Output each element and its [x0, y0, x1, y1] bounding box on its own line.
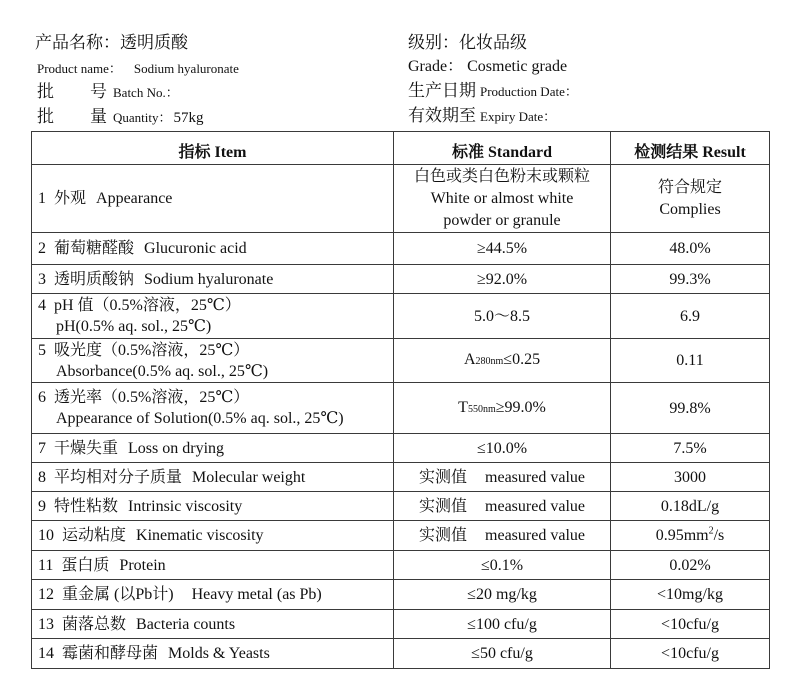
result-cell: <10cfu/g	[611, 639, 770, 669]
item-name-cn: 透光率（0.5%溶液，25℃）	[54, 389, 250, 406]
item-cell	[32, 383, 394, 434]
product-name-en	[37, 61, 239, 77]
result-value: 0.95mm	[655, 527, 709, 544]
result-cell: <10cfu/g	[611, 610, 770, 639]
item-cell	[32, 339, 394, 383]
table-row	[32, 339, 770, 383]
result-cell	[611, 165, 770, 233]
item-name-cn: 运动粘度	[62, 527, 127, 544]
quantity-label: Quantity：	[113, 110, 172, 125]
item-name-cn: 葡萄糖醛酸	[54, 240, 135, 257]
table-row	[32, 233, 770, 265]
table-header-row	[32, 132, 770, 165]
column-header-item: 指标 Item	[32, 132, 394, 165]
column-header-standard: 标准 Standard	[394, 132, 611, 165]
standard-cell: ≤50 cfu/g	[394, 639, 611, 669]
result-cell: 7.5%	[611, 434, 770, 463]
item-name-en: Sodium hyaluronate	[144, 270, 274, 288]
standard-cell	[394, 165, 611, 233]
batch-no-label: Batch No.：	[113, 85, 179, 100]
standard-limit: ≥99.0%	[495, 398, 546, 416]
result-cell: 0.18dL/g	[611, 492, 770, 521]
standard-cell	[394, 463, 611, 492]
production-date-cn: 生产日期	[408, 81, 476, 100]
row-number: 6	[38, 389, 46, 406]
row-number: 13	[38, 615, 54, 633]
item-name-cn: 霉菌和酵母菌	[62, 645, 159, 662]
item-name-en: Loss on drying	[128, 439, 225, 457]
item-cell	[32, 521, 394, 551]
item-name-en: Protein	[119, 556, 166, 574]
result-cell: <10mg/kg	[611, 580, 770, 610]
batch-cn-char2: 号	[90, 82, 107, 101]
standard-en: White or almost white powder or granule	[430, 189, 574, 229]
specification-table	[31, 131, 770, 669]
expiry-date-row	[408, 107, 556, 125]
result-cn: 符合规定	[657, 178, 722, 196]
product-name-cn	[35, 34, 188, 52]
grade-en-value: Cosmetic grade	[467, 58, 568, 75]
item-cell	[32, 639, 394, 669]
quantity-cn-char1: 批	[37, 107, 54, 126]
item-name-en: Molds & Yeasts	[168, 645, 270, 662]
standard-cell: ≤100 cfu/g	[394, 610, 611, 639]
table-row	[32, 463, 770, 492]
standard-cn: 实测值	[419, 527, 468, 544]
item-name-en: Molecular weight	[192, 468, 306, 486]
standard-cell	[394, 339, 611, 383]
table-row	[32, 434, 770, 463]
standard-symbol: T	[458, 398, 468, 416]
table-row	[32, 639, 770, 669]
production-date-row	[408, 82, 578, 100]
item-cell	[32, 580, 394, 610]
product-name-cn-value: 透明质酸	[120, 33, 188, 52]
product-name-en-label: Product name：	[37, 61, 122, 76]
row-number: 3	[38, 270, 46, 288]
standard-cell	[394, 492, 611, 521]
row-number: 5	[38, 341, 46, 359]
item-cell	[32, 610, 394, 639]
row-number: 7	[38, 439, 46, 457]
grade-en-label: Grade：	[408, 58, 464, 75]
row-number: 12	[38, 586, 54, 603]
row-number: 4	[38, 297, 46, 314]
table-row	[32, 294, 770, 339]
result-cell: 3000	[611, 463, 770, 492]
grade-cn	[408, 34, 527, 52]
standard-cell: ≥92.0%	[394, 265, 611, 294]
row-number: 9	[38, 497, 46, 515]
item-name-en: Glucuronic acid	[144, 240, 247, 257]
item-name-en: pH(0.5% aq. sol., 25℃)	[56, 318, 212, 335]
standard-en: measured value	[485, 497, 585, 515]
result-cell	[611, 521, 770, 551]
row-number: 10	[38, 527, 54, 544]
standard-cell: ≤0.1%	[394, 551, 611, 580]
standard-cell	[394, 383, 611, 434]
result-cell: 99.3%	[611, 265, 770, 294]
item-name-cn: 重金属 (以Pb计)	[62, 586, 174, 603]
item-cell	[32, 294, 394, 339]
table-row	[32, 165, 770, 233]
expiry-date-label: Expiry Date：	[480, 109, 557, 124]
table-row	[32, 265, 770, 294]
result-cell: 99.8%	[611, 383, 770, 434]
standard-cn: 实测值	[419, 468, 468, 486]
grade-cn-value: 化妆品级	[459, 33, 527, 52]
product-name-en-value: Sodium hyaluronate	[133, 61, 239, 76]
item-name-en: Intrinsic viscosity	[128, 497, 243, 515]
item-name-en: Appearance of Solution(0.5% aq. sol., 25℃)	[56, 410, 344, 427]
result-cell: 0.02%	[611, 551, 770, 580]
product-name-cn-label: 产品名称：	[35, 33, 120, 52]
item-name-en: Absorbance(0.5% aq. sol., 25℃)	[56, 362, 269, 380]
item-name-en: Bacteria counts	[136, 615, 236, 633]
item-cell	[32, 551, 394, 580]
item-name-cn: 吸光度（0.5%溶液，25℃）	[54, 341, 250, 359]
item-name-cn: 干燥失重	[54, 439, 119, 457]
quantity-row	[37, 108, 204, 126]
batch-cn-char1: 批	[37, 82, 54, 101]
row-number: 8	[38, 468, 46, 486]
standard-cell: 5.0～8.5	[394, 294, 611, 339]
standard-cell	[394, 521, 611, 551]
standard-wavelength: 280nm	[475, 356, 504, 367]
quantity-cn-char2: 量	[90, 107, 107, 126]
result-cell: 6.9	[611, 294, 770, 339]
item-name-cn: 外观	[54, 190, 87, 207]
standard-limit: ≤0.25	[503, 351, 541, 368]
production-date-label: Production Date：	[480, 84, 578, 99]
standard-cn: 白色或类白色粉末或颗粒	[413, 167, 590, 185]
item-name-cn: 特性粘数	[54, 497, 119, 515]
item-cell	[32, 265, 394, 294]
table-row	[32, 521, 770, 551]
result-exponent: 2	[708, 525, 714, 537]
expiry-date-cn: 有效期至	[408, 106, 476, 125]
table-row	[32, 383, 770, 434]
item-cell	[32, 434, 394, 463]
standard-wavelength: 550nm	[467, 403, 496, 415]
item-name-en: Heavy metal (as Pb)	[191, 586, 322, 603]
item-name-en: Kinematic viscosity	[136, 527, 264, 544]
row-number: 1	[38, 190, 46, 207]
item-cell	[32, 233, 394, 265]
quantity-value: 57kg	[173, 110, 204, 126]
result-cell: 0.11	[611, 339, 770, 383]
table-row	[32, 580, 770, 610]
item-cell	[32, 463, 394, 492]
standard-cell: ≤10.0%	[394, 434, 611, 463]
table-row	[32, 610, 770, 639]
result-unit-tail: /s	[713, 527, 725, 544]
grade-en	[408, 59, 567, 75]
standard-cell: ≤20 mg/kg	[394, 580, 611, 610]
result-cell: 48.0%	[611, 233, 770, 265]
table-row	[32, 551, 770, 580]
row-number: 2	[38, 240, 46, 257]
result-en: Complies	[659, 200, 721, 218]
standard-en: measured value	[485, 527, 585, 544]
standard-cn: 实测值	[419, 497, 468, 515]
standard-en: measured value	[485, 468, 585, 486]
item-cell	[32, 165, 394, 233]
row-number: 11	[38, 556, 54, 574]
standard-cell: ≥44.5%	[394, 233, 611, 265]
standard-symbol: A	[463, 351, 476, 368]
item-name-cn: pH 值（0.5%溶液，25℃）	[54, 297, 241, 314]
grade-cn-label: 级别：	[408, 33, 459, 52]
column-header-result: 检测结果 Result	[611, 132, 770, 165]
item-name-cn: 平均相对分子质量	[54, 468, 183, 486]
row-number: 14	[38, 645, 54, 662]
table-row	[32, 492, 770, 521]
item-name-cn: 蛋白质	[61, 556, 110, 574]
item-cell	[32, 492, 394, 521]
item-name-cn: 菌落总数	[62, 615, 127, 633]
batch-no-row	[37, 83, 179, 101]
item-name-cn: 透明质酸钠	[54, 270, 135, 288]
item-name-en: Appearance	[96, 190, 173, 207]
